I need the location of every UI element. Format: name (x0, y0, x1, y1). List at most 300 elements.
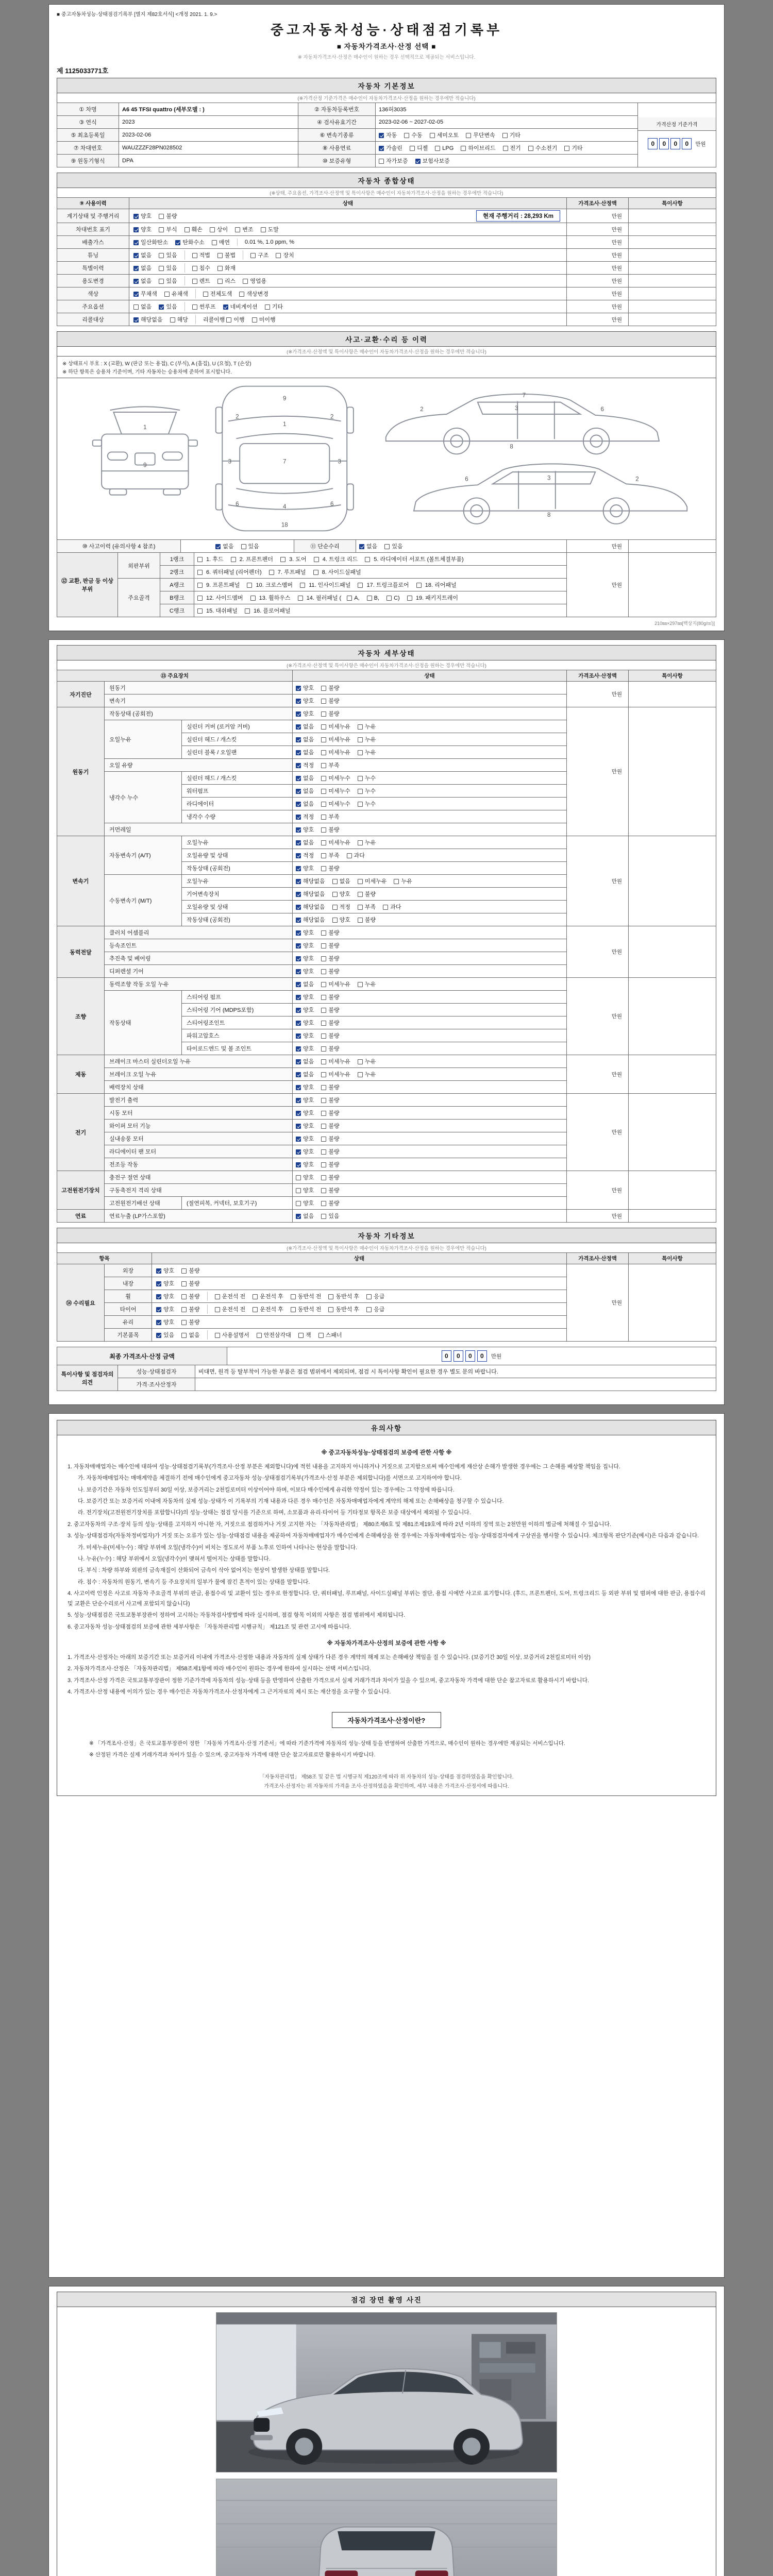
status-options[interactable]: 양호 불량 (293, 1184, 567, 1197)
status-options[interactable]: 적법 불법 (184, 250, 243, 260)
status-options[interactable]: 0.01 %, 1.0 ppm, % (237, 239, 301, 246)
checkbox-unchecked[interactable] (215, 1333, 220, 1338)
checkbox-checked[interactable] (296, 1059, 301, 1064)
status-options[interactable]: 없음 미세누수 누수 (293, 798, 567, 810)
checkbox-checked[interactable] (296, 776, 301, 781)
checkbox-checked[interactable] (359, 544, 364, 549)
checkbox-unchecked[interactable] (296, 1188, 301, 1193)
status-options[interactable]: 없음 미세누유 누유 (293, 1055, 567, 1068)
checkbox-unchecked[interactable] (358, 802, 363, 807)
checkbox-unchecked[interactable] (332, 905, 338, 910)
checkbox-checked[interactable] (296, 827, 301, 833)
simple-repair-options[interactable]: 없음 있음 (356, 540, 567, 553)
checkbox-unchecked[interactable] (265, 304, 270, 310)
checkbox-checked[interactable] (296, 1021, 301, 1026)
checkbox-unchecked[interactable] (358, 724, 363, 730)
checkbox-unchecked[interactable] (321, 969, 326, 974)
checkbox-unchecked[interactable] (253, 1307, 258, 1312)
checkbox-unchecked[interactable] (300, 583, 305, 588)
status-options[interactable]: 양호 불량 (293, 1158, 567, 1171)
checkbox-checked[interactable] (133, 240, 139, 245)
checkbox-unchecked[interactable] (321, 943, 326, 948)
checkbox-unchecked[interactable] (296, 1175, 301, 1180)
checkbox-checked[interactable] (133, 253, 139, 258)
rank-items[interactable]: 15. 대쉬패널 16. 플로어패널 (194, 604, 567, 617)
checkbox-unchecked[interactable] (197, 557, 203, 562)
checkbox-unchecked[interactable] (347, 596, 352, 601)
checkbox-checked[interactable] (296, 995, 301, 1000)
checkbox-unchecked[interactable] (332, 879, 338, 884)
status-options[interactable]: 양호 불량 (293, 939, 567, 952)
checkbox-checked[interactable] (379, 146, 384, 151)
checkbox-unchecked[interactable] (358, 918, 363, 923)
checkbox-unchecked[interactable] (291, 1294, 296, 1299)
checkbox-unchecked[interactable] (358, 892, 363, 897)
checkbox-unchecked[interactable] (247, 583, 252, 588)
status-options[interactable]: 적정 부족 (293, 810, 567, 823)
checkbox-unchecked[interactable] (314, 557, 319, 562)
checkbox-unchecked[interactable] (321, 827, 326, 833)
status-options[interactable]: 렌트 리스 영업용 (184, 276, 274, 285)
checkbox-checked[interactable] (296, 918, 301, 923)
status-options[interactable]: 적정 부족 (293, 759, 567, 772)
checkbox-unchecked[interactable] (215, 1294, 220, 1299)
checkbox-unchecked[interactable] (181, 1268, 187, 1274)
checkbox-unchecked[interactable] (321, 1059, 326, 1064)
status-options[interactable]: 양호 불량 (293, 1004, 567, 1016)
status-options[interactable]: 해당없음 양호 불량 (293, 913, 567, 926)
status-options[interactable]: 없음 미세누수 누수 (293, 772, 567, 785)
checkbox-checked[interactable] (296, 840, 301, 845)
checkbox-checked[interactable] (223, 304, 228, 310)
other-status (152, 1277, 567, 1290)
checkbox-unchecked[interactable] (394, 879, 399, 884)
status-options[interactable]: 양호 불량 (156, 1304, 207, 1314)
checkbox-checked[interactable] (296, 853, 301, 858)
checkbox-checked[interactable] (296, 1098, 301, 1103)
checkbox-checked[interactable] (296, 1072, 301, 1077)
checkbox-unchecked[interactable] (192, 304, 197, 310)
checkbox-unchecked[interactable] (321, 956, 326, 961)
checkbox-checked[interactable] (175, 240, 180, 245)
status-options[interactable]: 없음 있음 (293, 1210, 567, 1223)
checkbox-unchecked[interactable] (321, 1188, 326, 1193)
warranty-type-options[interactable]: 자가보증 보험사보증 (376, 155, 638, 167)
checkbox-unchecked[interactable] (321, 1021, 326, 1026)
checkbox-unchecked[interactable] (321, 1033, 326, 1039)
checkbox-unchecked[interactable] (215, 1307, 220, 1312)
checkbox-unchecked[interactable] (192, 266, 197, 271)
checkbox-unchecked[interactable] (192, 253, 197, 258)
checkbox-unchecked[interactable] (261, 227, 266, 232)
checkbox-checked[interactable] (296, 686, 301, 691)
checkbox-unchecked[interactable] (416, 583, 422, 588)
checkbox-unchecked[interactable] (280, 557, 285, 562)
checkbox-checked[interactable] (296, 956, 301, 961)
checkbox-unchecked[interactable] (386, 596, 392, 601)
status-options[interactable]: 양호 불량 (156, 1317, 207, 1327)
status-options[interactable]: 리콜이행 이행 미이행 (195, 315, 283, 324)
checkbox-checked[interactable] (133, 214, 139, 219)
checkbox-unchecked[interactable] (291, 1307, 296, 1312)
checkbox-unchecked[interactable] (217, 266, 223, 271)
checkbox-checked[interactable] (296, 1046, 301, 1052)
checkbox-checked[interactable] (156, 1281, 161, 1286)
status-options[interactable]: 사용설명서 안전삼각대 잭 스패너 (207, 1330, 349, 1340)
checkbox-unchecked[interactable] (133, 304, 139, 310)
checkbox-unchecked[interactable] (321, 1111, 326, 1116)
checkbox-unchecked[interactable] (159, 266, 164, 271)
checkbox-unchecked[interactable] (250, 253, 256, 258)
status-options[interactable]: 양호 불량 (293, 1042, 567, 1055)
status-options[interactable]: 양호 불량 (293, 952, 567, 965)
checkbox-unchecked[interactable] (358, 583, 363, 588)
status-options[interactable]: 양호 불량 (293, 1145, 567, 1158)
checkbox-unchecked[interactable] (328, 1307, 333, 1312)
rank-items[interactable]: 12. 사이드멤버 13. 휠하우스 14. 필러패널 ( A, B, C) 19. 패키지트레이 (194, 591, 567, 604)
checkbox-unchecked[interactable] (321, 1162, 326, 1167)
status-options[interactable]: 적정 부족 과다 (293, 849, 567, 862)
checkbox-unchecked[interactable] (321, 866, 326, 871)
checkbox-unchecked[interactable] (461, 146, 466, 151)
checkbox-unchecked[interactable] (321, 711, 326, 717)
status-options[interactable]: 양호 불량 (293, 926, 567, 939)
notice-line: 나. 누유(누수) : 해당 부위에서 오일(냉각수)이 맺혀서 떨어지는 상태를 말합니다. (78, 1556, 271, 1563)
checkbox-unchecked[interactable] (321, 1124, 326, 1129)
checkbox-unchecked[interactable] (321, 750, 326, 755)
checkbox-unchecked[interactable] (197, 608, 203, 614)
fuel-options[interactable]: 가솔린 디젤 LPG 하이브리드 전기 수소전기 기타 (376, 142, 638, 155)
page-3 (48, 1413, 725, 2278)
checkbox-checked[interactable] (156, 1320, 161, 1325)
checkbox-unchecked[interactable] (321, 763, 326, 768)
checkbox-checked[interactable] (156, 1333, 161, 1338)
checkbox-unchecked[interactable] (226, 317, 231, 323)
checkbox-unchecked[interactable] (358, 982, 363, 987)
status-options[interactable]: 없음 미세누유 누유 (293, 978, 567, 991)
checkbox-unchecked[interactable] (170, 317, 175, 323)
status-options[interactable]: 양호 불량 (293, 862, 567, 875)
status-options[interactable]: 양호 불량 (293, 1016, 567, 1029)
checkbox-unchecked[interactable] (181, 1281, 187, 1286)
checkbox-unchecked[interactable] (321, 1008, 326, 1013)
status-options[interactable]: 양호 불량 (293, 1120, 567, 1132)
checkbox-checked[interactable] (159, 304, 164, 310)
checkbox-checked[interactable] (296, 1111, 301, 1116)
rank-items[interactable]: 6. 쿼터패널 (리어펜더) 7. 루프패널 8. 사이드실패널 (194, 566, 567, 579)
svg-text:3: 3 (547, 474, 551, 482)
checkbox-unchecked[interactable] (197, 596, 203, 601)
checkbox-checked[interactable] (296, 699, 301, 704)
status-options[interactable]: 양호 불량 (293, 694, 567, 707)
checkbox-unchecked[interactable] (210, 227, 215, 232)
checkbox-unchecked[interactable] (250, 596, 256, 601)
status-options[interactable]: 없음 있음 (133, 302, 184, 311)
checkbox-unchecked[interactable] (217, 279, 223, 284)
rank-items[interactable]: 1. 후드 2. 프론트펜더 3. 도어 4. 트렁크 리드 5. 라디에이터 서포트 (볼트체결부품) (194, 553, 567, 566)
checkbox-unchecked[interactable] (366, 1294, 372, 1299)
checkbox-unchecked[interactable] (528, 146, 533, 151)
checkbox-unchecked[interactable] (435, 146, 440, 151)
note-cell (629, 1264, 716, 1342)
checkbox-unchecked[interactable] (503, 146, 508, 151)
checkbox-unchecked[interactable] (298, 596, 303, 601)
checkbox-unchecked[interactable] (321, 776, 326, 781)
checkbox-unchecked[interactable] (252, 317, 257, 323)
svg-text:6: 6 (600, 406, 604, 413)
comprehensive-table (57, 197, 716, 326)
title-note: ※ 자동차가격조사·산정은 매수인이 원하는 경우 선택적으로 제공되는 서비스입니다. (297, 55, 476, 60)
checkbox-checked[interactable] (296, 737, 301, 742)
checkbox-checked[interactable] (296, 1137, 301, 1142)
section-accident-title: 사고·교환·수리 등 이력 (57, 331, 716, 346)
checkbox-checked[interactable] (156, 1307, 161, 1312)
checkbox-unchecked[interactable] (243, 279, 248, 284)
checkbox-unchecked[interactable] (321, 699, 326, 704)
checkbox-checked[interactable] (133, 266, 139, 271)
checkbox-unchecked[interactable] (298, 1333, 304, 1338)
checkbox-unchecked[interactable] (358, 789, 363, 794)
svg-text:18: 18 (281, 521, 288, 529)
checkbox-unchecked[interactable] (321, 1214, 326, 1219)
checkbox-unchecked[interactable] (321, 789, 326, 794)
checkbox-unchecked[interactable] (253, 1294, 258, 1299)
checkbox-checked[interactable] (296, 1149, 301, 1155)
status-options[interactable]: 양호 불량 (293, 1107, 567, 1120)
checkbox-checked[interactable] (215, 544, 221, 549)
checkbox-unchecked[interactable] (181, 1320, 187, 1325)
checkbox-unchecked[interactable] (184, 227, 190, 232)
status-options[interactable]: 없음 미세누유 누유 (293, 746, 567, 759)
checkbox-unchecked[interactable] (217, 253, 223, 258)
status-options[interactable]: 해당없음 적정 부족 과다 (293, 901, 567, 913)
checkbox-unchecked[interactable] (430, 133, 435, 138)
checkbox-unchecked[interactable] (181, 1333, 187, 1338)
checkbox-checked[interactable] (379, 133, 384, 138)
rank-items[interactable]: 9. 프론트패널 10. 크로스멤버 11. 인사이드패널 17. 트렁크플로어 18. 리어패널 (194, 579, 567, 591)
checkbox-unchecked[interactable] (358, 1059, 363, 1064)
checkbox-unchecked[interactable] (407, 596, 412, 601)
column-header: 특이사항 (629, 670, 716, 682)
checkbox-unchecked[interactable] (383, 905, 388, 910)
status-options[interactable]: 일산화탄소 탄화수소 매연 (133, 238, 237, 247)
checkbox-unchecked[interactable] (321, 930, 326, 936)
device-group-label: 전기 (57, 1094, 105, 1171)
checkbox-checked[interactable] (296, 724, 301, 730)
checkbox-unchecked[interactable] (257, 1333, 262, 1338)
transmission-options[interactable]: 자동 수동 세미오토 무단변속 기타 (376, 129, 638, 142)
checkbox-unchecked[interactable] (332, 918, 338, 923)
checkbox-checked[interactable] (296, 905, 301, 910)
checkbox-unchecked[interactable] (235, 227, 240, 232)
checkbox-unchecked[interactable] (245, 608, 250, 614)
checkbox-unchecked[interactable] (239, 292, 244, 297)
status-options[interactable]: 양호 불량 (293, 1197, 567, 1210)
checkbox-unchecked[interactable] (358, 1072, 363, 1077)
checkbox-unchecked[interactable] (212, 240, 217, 245)
checkbox-unchecked[interactable] (321, 995, 326, 1000)
checkbox-unchecked[interactable] (181, 1307, 187, 1312)
checkbox-unchecked[interactable] (321, 724, 326, 730)
status-options[interactable]: 양호 불량 (293, 1132, 567, 1145)
checkbox-unchecked[interactable] (379, 159, 384, 164)
checkbox-unchecked[interactable] (276, 253, 281, 258)
status-options[interactable]: 있음 없음 (156, 1330, 207, 1340)
checkbox-unchecked[interactable] (159, 279, 164, 284)
checkbox-checked[interactable] (133, 227, 139, 232)
status-options[interactable]: 썬루프 네비게이션 기타 (184, 302, 290, 311)
checkbox-unchecked[interactable] (358, 840, 363, 845)
status-options[interactable]: 해당없음 없음 미세누유 누유 (293, 875, 567, 888)
checkbox-unchecked[interactable] (410, 146, 415, 151)
checkbox-checked[interactable] (296, 1085, 301, 1090)
status-options[interactable]: 없음 미세누유 누유 (293, 1068, 567, 1081)
checkbox-checked[interactable] (296, 815, 301, 820)
checkbox-unchecked[interactable] (466, 133, 471, 138)
checkbox-checked[interactable] (156, 1268, 161, 1274)
checkbox-unchecked[interactable] (313, 570, 318, 575)
checkbox-unchecked[interactable] (269, 570, 274, 575)
checkbox-unchecked[interactable] (321, 1046, 326, 1052)
checkbox-unchecked[interactable] (321, 1085, 326, 1090)
checkbox-unchecked[interactable] (358, 776, 363, 781)
status-options[interactable]: 해당없음 해당 (133, 315, 195, 324)
checkbox-checked[interactable] (296, 1008, 301, 1013)
status-options[interactable]: 양호 불량 (293, 1029, 567, 1042)
status-options[interactable]: 운전석 전 운전석 후 동반석 전 동반석 후 응급 (207, 1292, 392, 1301)
checkbox-unchecked[interactable] (564, 146, 569, 151)
checkbox-checked[interactable] (296, 789, 301, 794)
checkbox-checked[interactable] (296, 879, 301, 884)
checkbox-checked[interactable] (296, 969, 301, 974)
checkbox-unchecked[interactable] (367, 596, 372, 601)
checkbox-unchecked[interactable] (332, 892, 338, 897)
checkbox-unchecked[interactable] (197, 583, 203, 588)
checkbox-unchecked[interactable] (159, 253, 164, 258)
other-status (152, 1329, 567, 1342)
checkbox-unchecked[interactable] (358, 879, 363, 884)
checkbox-unchecked[interactable] (296, 1201, 301, 1206)
checkbox-checked[interactable] (296, 711, 301, 717)
checkbox-checked[interactable] (296, 1214, 301, 1219)
checkbox-unchecked[interactable] (159, 214, 164, 219)
status-options[interactable]: 해당없음 양호 불량 (293, 888, 567, 901)
checkbox-unchecked[interactable] (321, 815, 326, 820)
checkbox-checked[interactable] (133, 317, 139, 323)
status-options[interactable]: 구조 장치 (243, 250, 301, 260)
status-options[interactable]: 양호 불량 (293, 965, 567, 978)
checkbox-checked[interactable] (296, 1162, 301, 1167)
status-options[interactable]: 없음 있음 (133, 263, 184, 273)
checkbox-unchecked[interactable] (321, 1072, 326, 1077)
checkbox-checked[interactable] (296, 802, 301, 807)
status-options[interactable]: 양호 불량 (133, 211, 184, 221)
checkbox-checked[interactable] (296, 930, 301, 936)
checkbox-unchecked[interactable] (321, 737, 326, 742)
checkbox-unchecked[interactable] (358, 737, 363, 742)
checkbox-unchecked[interactable] (321, 840, 326, 845)
checkbox-checked[interactable] (296, 982, 301, 987)
status-options[interactable]: 양호 불량 (293, 682, 567, 694)
checkbox-unchecked[interactable] (321, 1098, 326, 1103)
checkbox-unchecked[interactable] (181, 1294, 187, 1299)
checkbox-unchecked[interactable] (358, 905, 363, 910)
checkbox-unchecked[interactable] (384, 544, 390, 549)
checkbox-unchecked[interactable] (159, 227, 164, 232)
status-options[interactable]: 무채색 유채색 (133, 289, 195, 298)
checkbox-unchecked[interactable] (203, 292, 208, 297)
checkbox-unchecked[interactable] (321, 1137, 326, 1142)
status-options[interactable]: 없음 있음 (133, 250, 184, 260)
checkbox-unchecked[interactable] (197, 570, 203, 575)
checkbox-unchecked[interactable] (318, 1333, 324, 1338)
other-group-label: ⑭ 수리필요 (57, 1264, 105, 1342)
checkbox-checked[interactable] (415, 159, 421, 164)
status-options[interactable]: 양호 불량 (156, 1292, 207, 1301)
checkbox-unchecked[interactable] (321, 982, 326, 987)
status-options[interactable]: 양호 불량 (293, 1081, 567, 1094)
status-options[interactable]: 양호 불량 (293, 823, 567, 836)
checkbox-unchecked[interactable] (321, 802, 326, 807)
checkbox-checked[interactable] (296, 750, 301, 755)
checkbox-unchecked[interactable] (241, 544, 246, 549)
checkbox-unchecked[interactable] (404, 133, 409, 138)
status-options[interactable]: 없음 미세누유 누유 (293, 733, 567, 746)
checkbox-unchecked[interactable] (502, 133, 508, 138)
checkbox-checked[interactable] (296, 1033, 301, 1039)
checkbox-unchecked[interactable] (358, 750, 363, 755)
checkbox-unchecked[interactable] (366, 1307, 372, 1312)
accident-history-options[interactable]: 없음 있음 (181, 540, 294, 553)
subitem-label: 작동상태 (공회전) (182, 913, 293, 926)
status-options[interactable]: 양호 불량 (156, 1279, 207, 1288)
notice-line: 가. 미세누유(미세누수) : 해당 부위에 오일(냉각수)이 비치는 정도로서 부품 노후로 인하여 나타나는 현상을 말합니다. (78, 1544, 358, 1551)
status-options[interactable]: 전체도색 색상변경 (195, 289, 276, 298)
status-options[interactable]: 없음 미세누수 누수 (293, 785, 567, 798)
status-options[interactable]: 없음 미세누유 누유 (293, 836, 567, 849)
checkbox-unchecked[interactable] (328, 1294, 333, 1299)
checkbox-checked[interactable] (133, 279, 139, 284)
status-options[interactable]: 양호 불량 (293, 1171, 567, 1184)
status-options[interactable]: 없음 있음 (133, 276, 184, 285)
checkbox-checked[interactable] (296, 866, 301, 871)
checkbox-unchecked[interactable] (347, 853, 352, 858)
checkbox-unchecked[interactable] (321, 1201, 326, 1206)
checkbox-checked[interactable] (296, 1124, 301, 1129)
checkbox-unchecked[interactable] (321, 853, 326, 858)
checkbox-unchecked[interactable] (321, 1175, 326, 1180)
checkbox-checked[interactable] (133, 292, 139, 297)
checkbox-unchecked[interactable] (164, 292, 170, 297)
status-options[interactable]: 양호 불량 (156, 1266, 207, 1275)
status-options[interactable]: 양호 부식 훼손 상이 변조 도말 (133, 225, 286, 234)
checkbox-checked[interactable] (296, 763, 301, 768)
checkbox-unchecked[interactable] (321, 686, 326, 691)
status-options[interactable]: 양호 불량 (293, 707, 567, 720)
checkbox-unchecked[interactable] (321, 1149, 326, 1155)
status-options[interactable]: 양호 불량 (293, 1094, 567, 1107)
checkbox-unchecked[interactable] (365, 557, 370, 562)
checkbox-checked[interactable] (296, 943, 301, 948)
checkbox-unchecked[interactable] (192, 279, 197, 284)
checkbox-checked[interactable] (156, 1294, 161, 1299)
status-options[interactable]: 양호 불량 (293, 991, 567, 1004)
checkbox-unchecked[interactable] (231, 557, 236, 562)
status-options[interactable]: 운전석 전 운전석 후 동반석 전 동반석 후 응급 (207, 1304, 392, 1314)
status-options[interactable]: 침수 화재 (184, 263, 243, 273)
status-options[interactable]: 없음 미세누유 누유 (293, 720, 567, 733)
checkbox-checked[interactable] (296, 892, 301, 897)
